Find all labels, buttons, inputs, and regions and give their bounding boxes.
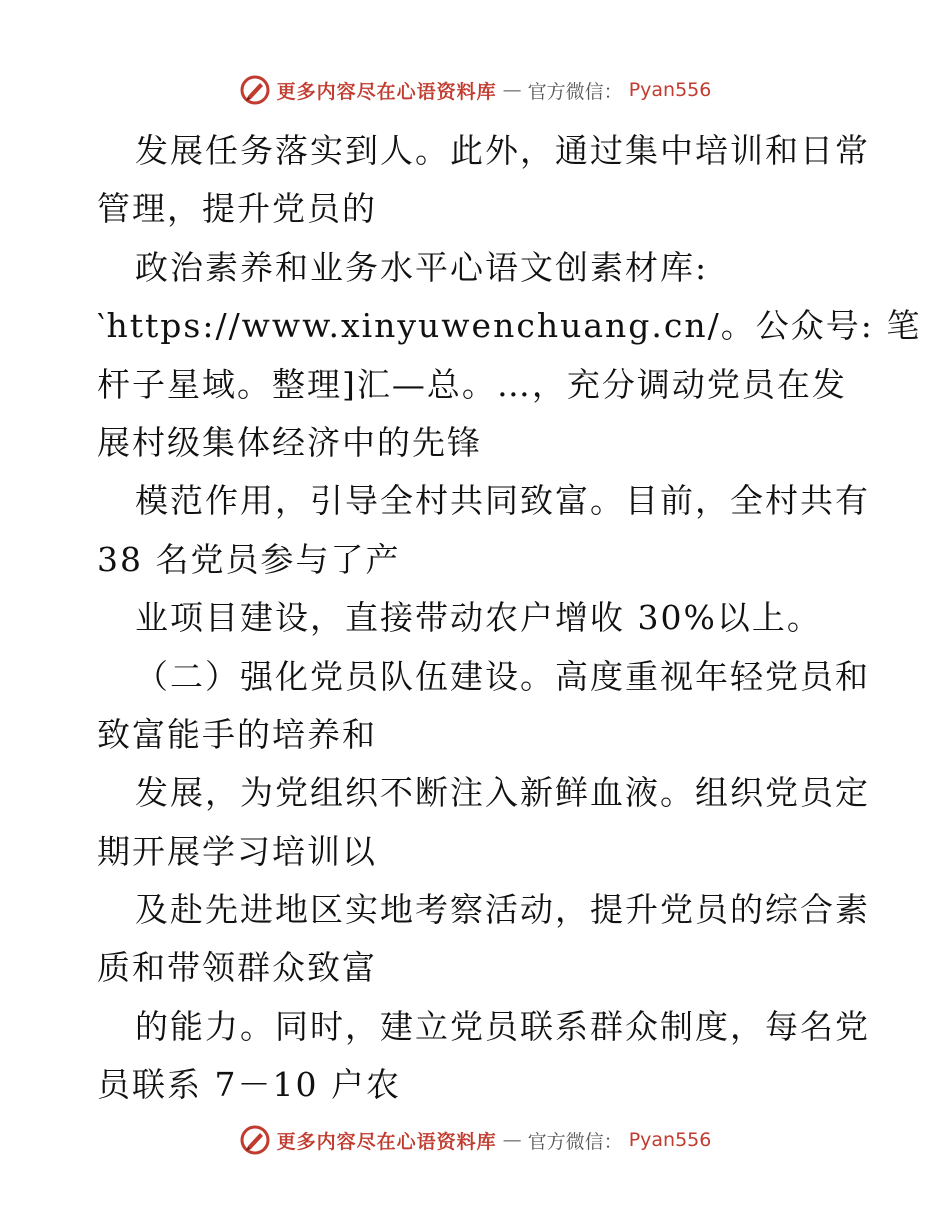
- header-wechat-id: Pyan556: [628, 79, 712, 101]
- body-line: 发展，为党组织不断注入新鲜血液。组织党员定: [135, 773, 870, 813]
- body-line: 展村级集体经济中的先锋: [97, 422, 482, 462]
- header-banner: [0, 70, 950, 110]
- header-wechat-label: 官方微信：: [527, 80, 623, 103]
- body-line: 政治素养和业务水平心语文创素材库:: [135, 247, 709, 287]
- footer-wechat-label: 官方微信：: [527, 1130, 623, 1153]
- body-line: 发展任务落实到人。此外，通过集中培训和日常: [135, 131, 870, 170]
- header-brand-text: 更多内容尽在心语资料库: [276, 80, 497, 103]
- footer-brand-text: 更多内容尽在心语资料库: [276, 1130, 497, 1153]
- body-line: 的能力。同时，建立党员联系群众制度，每名党: [135, 1006, 870, 1046]
- body-line: 员联系 7－10 户农: [97, 1065, 401, 1105]
- body-line: 杆子星域。整理]汇—总。…，充分调动党员在发: [97, 364, 847, 404]
- footer-wechat-id: Pyan556: [628, 1129, 712, 1151]
- quill-seal-icon: [239, 74, 271, 106]
- footer-banner: [0, 1120, 950, 1160]
- body-line: 管理，提升党员的: [97, 189, 377, 229]
- body-line: 及赴先进地区实地考察活动，提升党员的综合素: [135, 890, 870, 930]
- body-line: 业项目建设，直接带动农户增收 30%以上。: [135, 598, 822, 638]
- body-line: 期开展学习培训以: [97, 831, 377, 871]
- document-body: [97, 122, 922, 1115]
- body-line: ‵https://www.xinyuwenchuang.cn/。公众号: 笔: [97, 306, 922, 346]
- quill-seal-icon: [239, 1124, 271, 1156]
- footer-dash: —: [502, 1129, 522, 1151]
- body-line: 模范作用，引导全村共同致富。目前，全村共有: [135, 481, 870, 521]
- body-line: 致富能手的培养和: [97, 714, 377, 754]
- body-line: （二）强化党员队伍建设。高度重视年轻党员和: [135, 656, 870, 696]
- header-dash: —: [502, 79, 522, 101]
- body-line: 38 名党员参与了产: [97, 539, 401, 579]
- body-line: 质和带领群众致富: [97, 948, 377, 988]
